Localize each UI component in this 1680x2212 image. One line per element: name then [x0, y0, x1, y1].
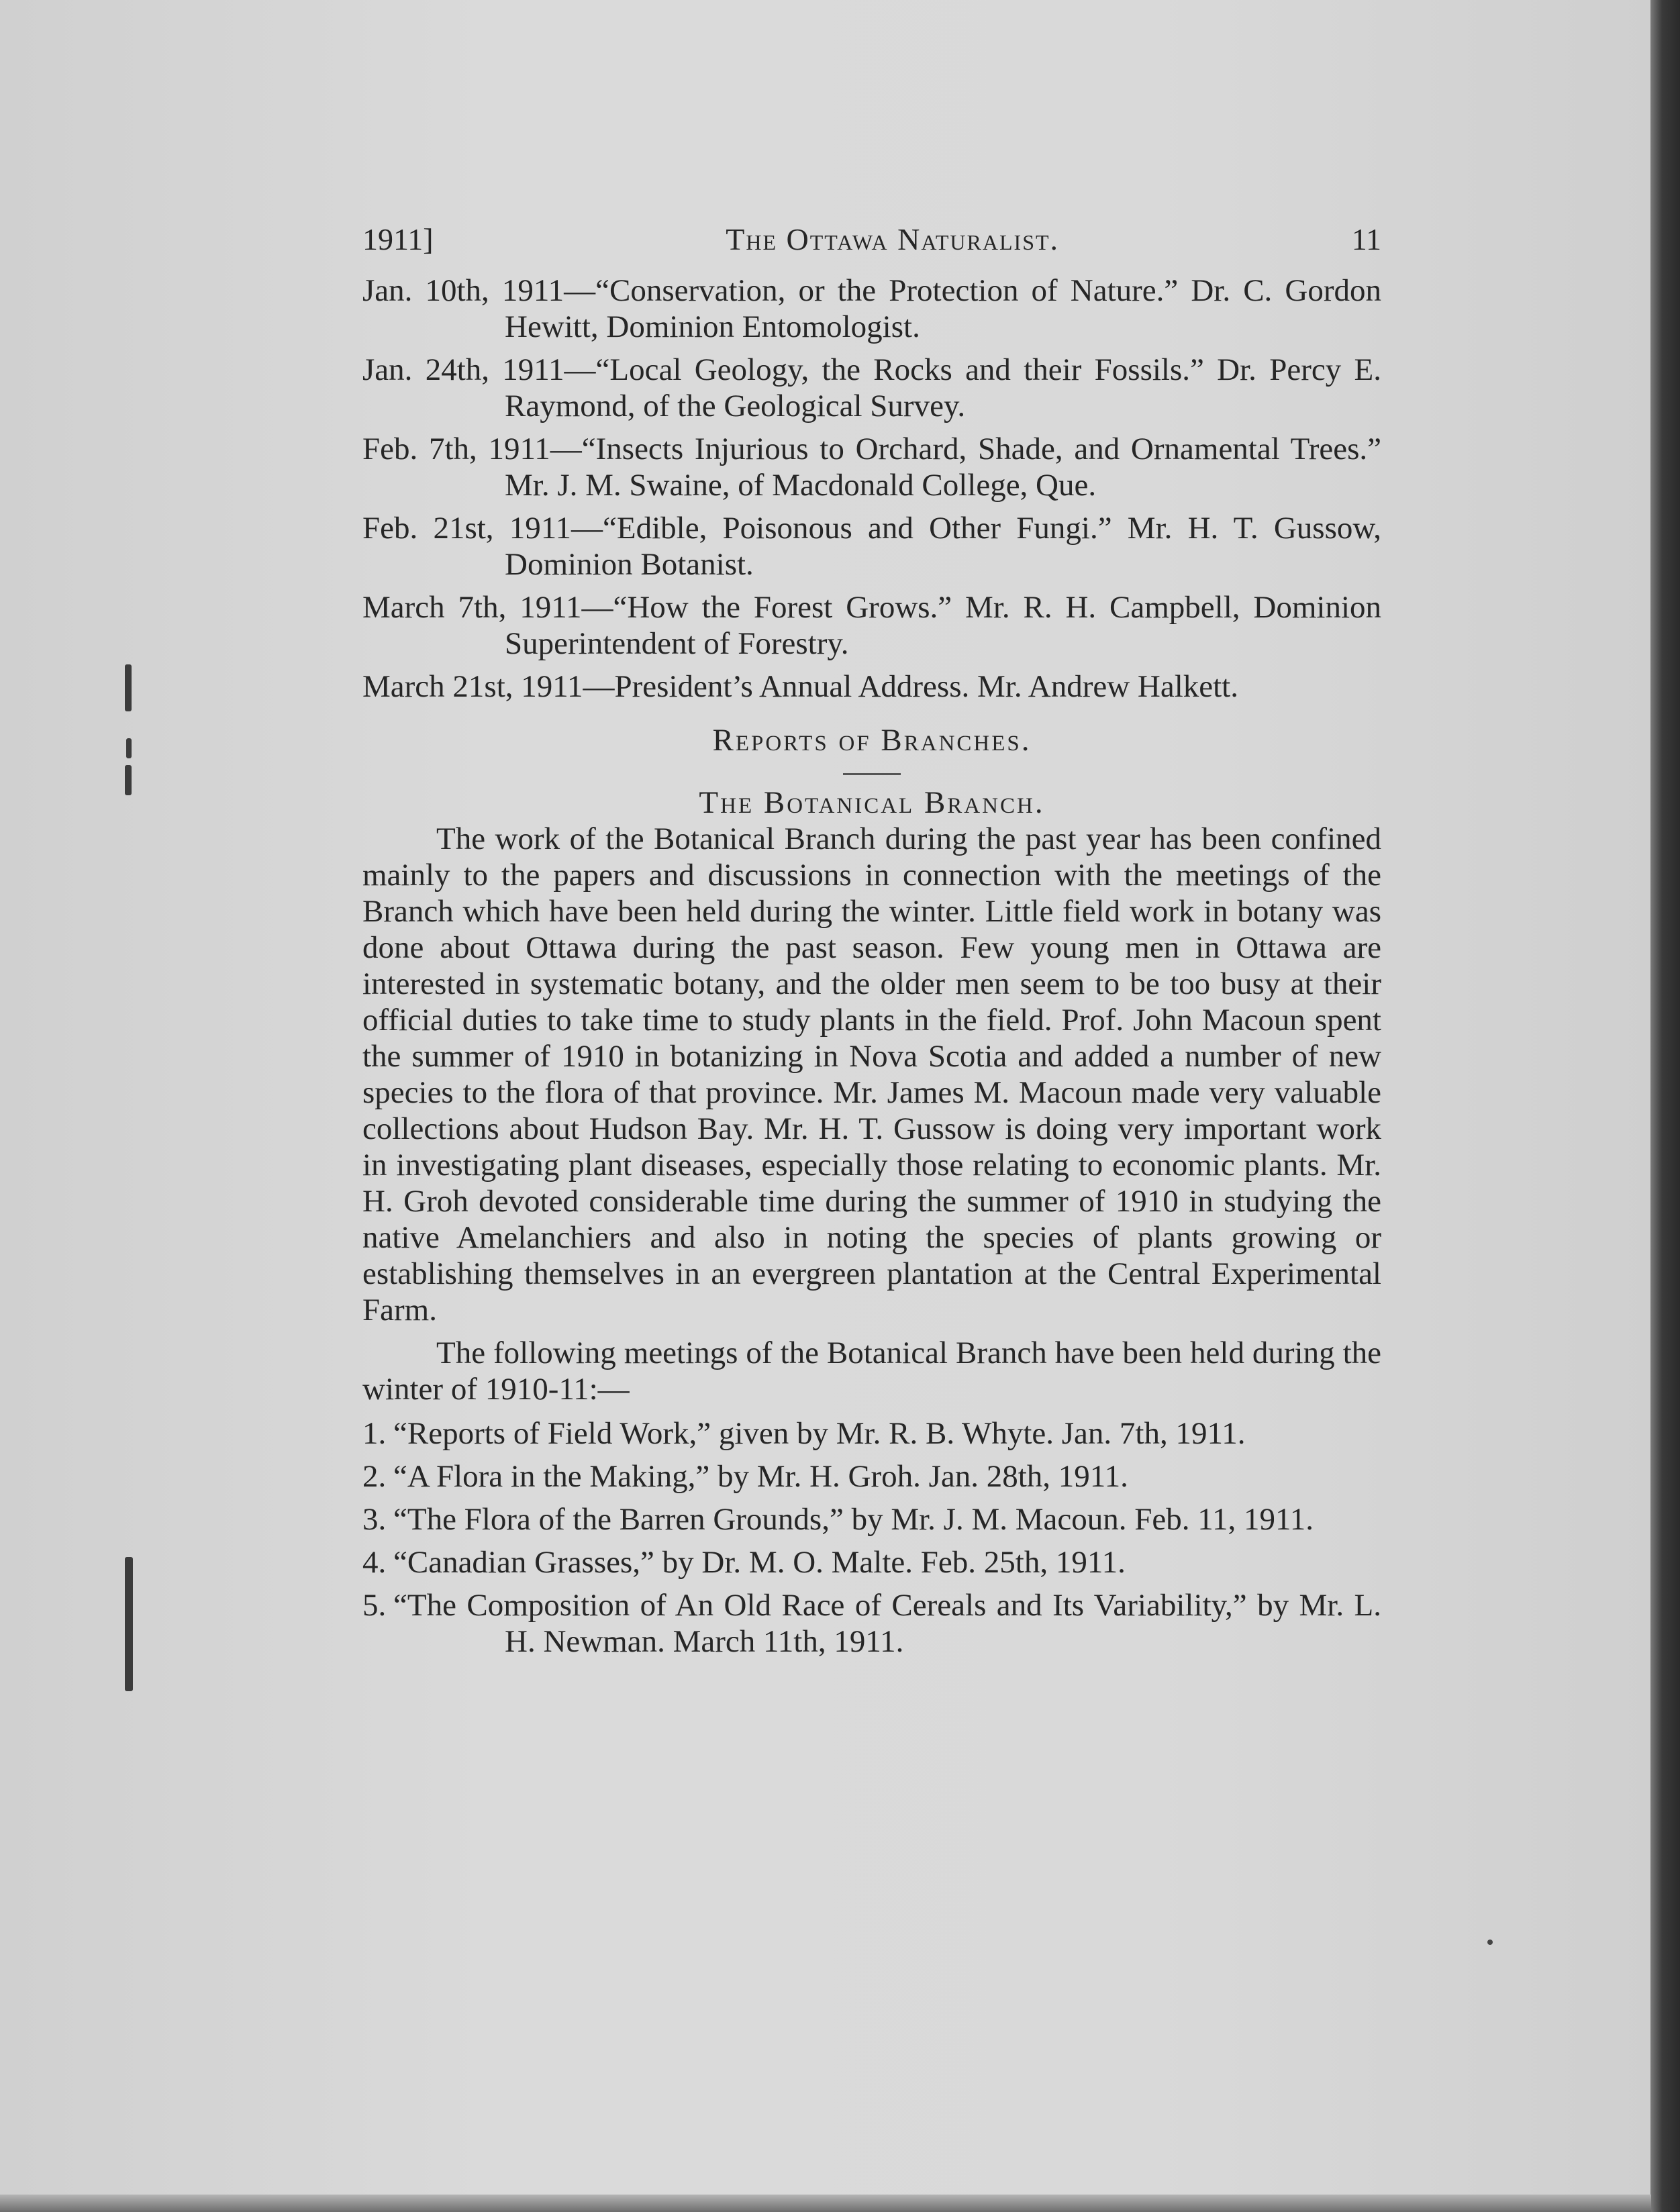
- branch-meeting-list: [362, 1415, 1381, 1660]
- list-number: 1.: [362, 1416, 387, 1451]
- section-divider: [843, 773, 901, 775]
- ink-speck: [1487, 1940, 1493, 1945]
- binding-mark: [125, 1557, 133, 1691]
- list-item: [362, 1544, 1381, 1580]
- list-item-text: “The Composition of An Old Race of Cereals and Its Variability,” by Mr. L. H. Newman. March 11th, 1911.: [393, 1588, 1381, 1659]
- list-item-text: “A Flora in the Making,” by Mr. H. Groh. Jan. 28th, 1911.: [393, 1459, 1128, 1494]
- list-item: [362, 1501, 1381, 1538]
- binding-mark: [125, 765, 132, 795]
- list-item: [362, 1415, 1381, 1452]
- list-item: [362, 1458, 1381, 1495]
- list-number: 2.: [362, 1459, 387, 1494]
- list-number: 3.: [362, 1502, 387, 1537]
- list-item-text: “The Flora of the Barren Grounds,” by Mr. J. M. Macoun. Feb. 11, 1911.: [393, 1502, 1314, 1537]
- running-head: [362, 221, 1381, 258]
- section-title: Reports of Branches.: [712, 723, 1032, 758]
- page-bottom-edge: [0, 2195, 1651, 2212]
- page-edge-shadow: [1650, 0, 1680, 2212]
- journal-title: The Ottawa Naturalist.: [726, 222, 1060, 256]
- list-item: [362, 1587, 1381, 1660]
- body-paragraph: The following meetings of the Botanical Branch have been held during the winter of 1910-11:—: [362, 1336, 1381, 1407]
- meeting-entry: Jan. 10th, 1911—“Conservation, or the Protection of Nature.” Dr. C. Gordon Hewitt, Dominion Entomologist.: [362, 273, 1381, 344]
- meeting-entry: Jan. 24th, 1911—“Local Geology, the Rocks and their Fossils.” Dr. Percy E. Raymond, of the Geological Survey.: [362, 352, 1381, 423]
- list-number: 5.: [362, 1588, 387, 1623]
- binding-mark: [125, 664, 132, 711]
- page-text: [362, 221, 1381, 1666]
- body-paragraph: The work of the Botanical Branch during the past year has been confined mainly to the papers and discussions in connection with the meetings of the Branch which have been held during the winter. Little field work in botany was done about Ottawa during the past season. Few young men in Ottawa are interested in systematic botany, and the older men seem to be too busy at their official duties to take time to study plants in the field. Prof. John Macoun spent the summer of 1910 in botanizing in Nova Scotia and added a number of new species to the flora of that province. Mr. James M. Macoun made very valuable collections about Hudson Bay. Mr. H. T. Gussow is doing very important work in investigating plant diseases, especially those relating to economic plants. Mr. H. Groh devoted considerable time during the summer of 1910 in studying the native Amelanchiers and also in noting the species of plants growing or establishing themselves in an evergreen plantation at the Central Experimental Farm.: [362, 821, 1381, 1327]
- subsection-title: The Botanical Branch.: [699, 785, 1045, 820]
- meeting-entry: March 21st, 1911—President’s Annual Address. Mr. Andrew Halkett.: [362, 669, 1238, 704]
- meeting-entry: Feb. 21st, 1911—“Edible, Poisonous and Other Fungi.” Mr. H. T. Gussow, Dominion Botanist.: [362, 511, 1381, 582]
- list-item-text: “Reports of Field Work,” given by Mr. R. B. Whyte. Jan. 7th, 1911.: [393, 1416, 1246, 1451]
- page-number: 11: [1351, 222, 1381, 256]
- binding-mark: [126, 738, 132, 758]
- running-head-year: 1911]: [362, 222, 434, 256]
- list-number: 4.: [362, 1545, 387, 1580]
- list-item-text: “Canadian Grasses,” by Dr. M. O. Malte. Feb. 25th, 1911.: [393, 1545, 1126, 1580]
- meeting-entry: March 7th, 1911—“How the Forest Grows.” Mr. R. H. Campbell, Dominion Superintendent of Forestry.: [362, 590, 1381, 661]
- meeting-entry: Feb. 7th, 1911—“Insects Injurious to Orchard, Shade, and Ornamental Trees.” Mr. J. M. Swaine, of Macdonald College, Que.: [362, 432, 1381, 503]
- meeting-list: [362, 272, 1381, 705]
